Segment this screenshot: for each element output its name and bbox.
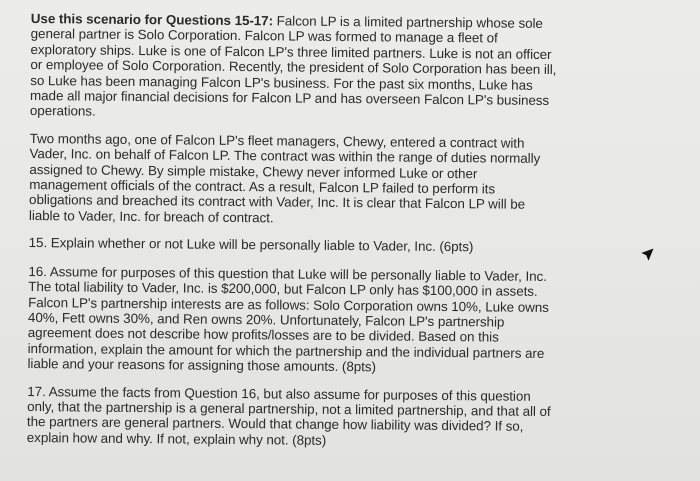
scenario-lead: Use this scenario for Questions 15-17: xyxy=(30,10,274,29)
question-17: 17. Assume the facts from Question 16, but also assume for purposes of this question only, that the partnership is a general partnership, not a limited partnership, and that all of the partners are general partners. Would that change how liability was divided? If so, explain how and why. If not, explain why not. (8pts) xyxy=(26,383,551,448)
scenario-paragraph xyxy=(30,11,559,124)
facts-paragraph: Two months ago, one of Falcon LP's fleet managers, Chewy, entered a contract with Vader, Inc. on behalf of Falcon LP. The contract was within the range of duties normally assigned to Chewy. By simple mistake, Chewy never informed Luke or other management officials of the contract. As a result, Falcon LP failed to perform its obligations and breached its contract with Vader, Inc. It is clear that Falcon LP will be liable to Vader, Inc. for breach of contract. xyxy=(28,130,541,226)
question-16: 16. Assume for purposes of this question that Luke will be personally liable to Vader, Inc. The total liability to Vader, Inc. is $200,000, but Falcon LP only has $100,000 in assets. Falcon LP's partnership interests are as follows: Solo Corporation owns 10%, Luke owns 40%, Fett owns 30%, and Ren owns 20%. Unfortunately, Falcon LP's partnership agreement does not describe how profits/losses are to be divided. Based on this information, explain the amount for which the partnership and the individual partners are liable and your reasons for assigning those amounts. (8pts) xyxy=(27,263,549,375)
arrow-cursor-icon xyxy=(640,248,654,262)
scenario-text: Falcon LP is a limited partnership whose sole general partner is Solo Corporation. Falcon LP was formed to manage a fleet of exploratory ships. Luke is one of Falcon LP's three limited partners. Luke is not an officer or employee of Solo Corporation. Recently, the president of Solo Corporation has been ill, so Luke has been managing Falcon LP's business. For the past six months, Luke has made all major financial decisions for Falcon LP and has overseen Falcon LP's business operations. xyxy=(29,13,557,120)
question-15: 15. Explain whether or not Luke will be personally liable to Vader, Inc. (6pts) xyxy=(28,235,474,255)
document-text xyxy=(27,2,559,450)
